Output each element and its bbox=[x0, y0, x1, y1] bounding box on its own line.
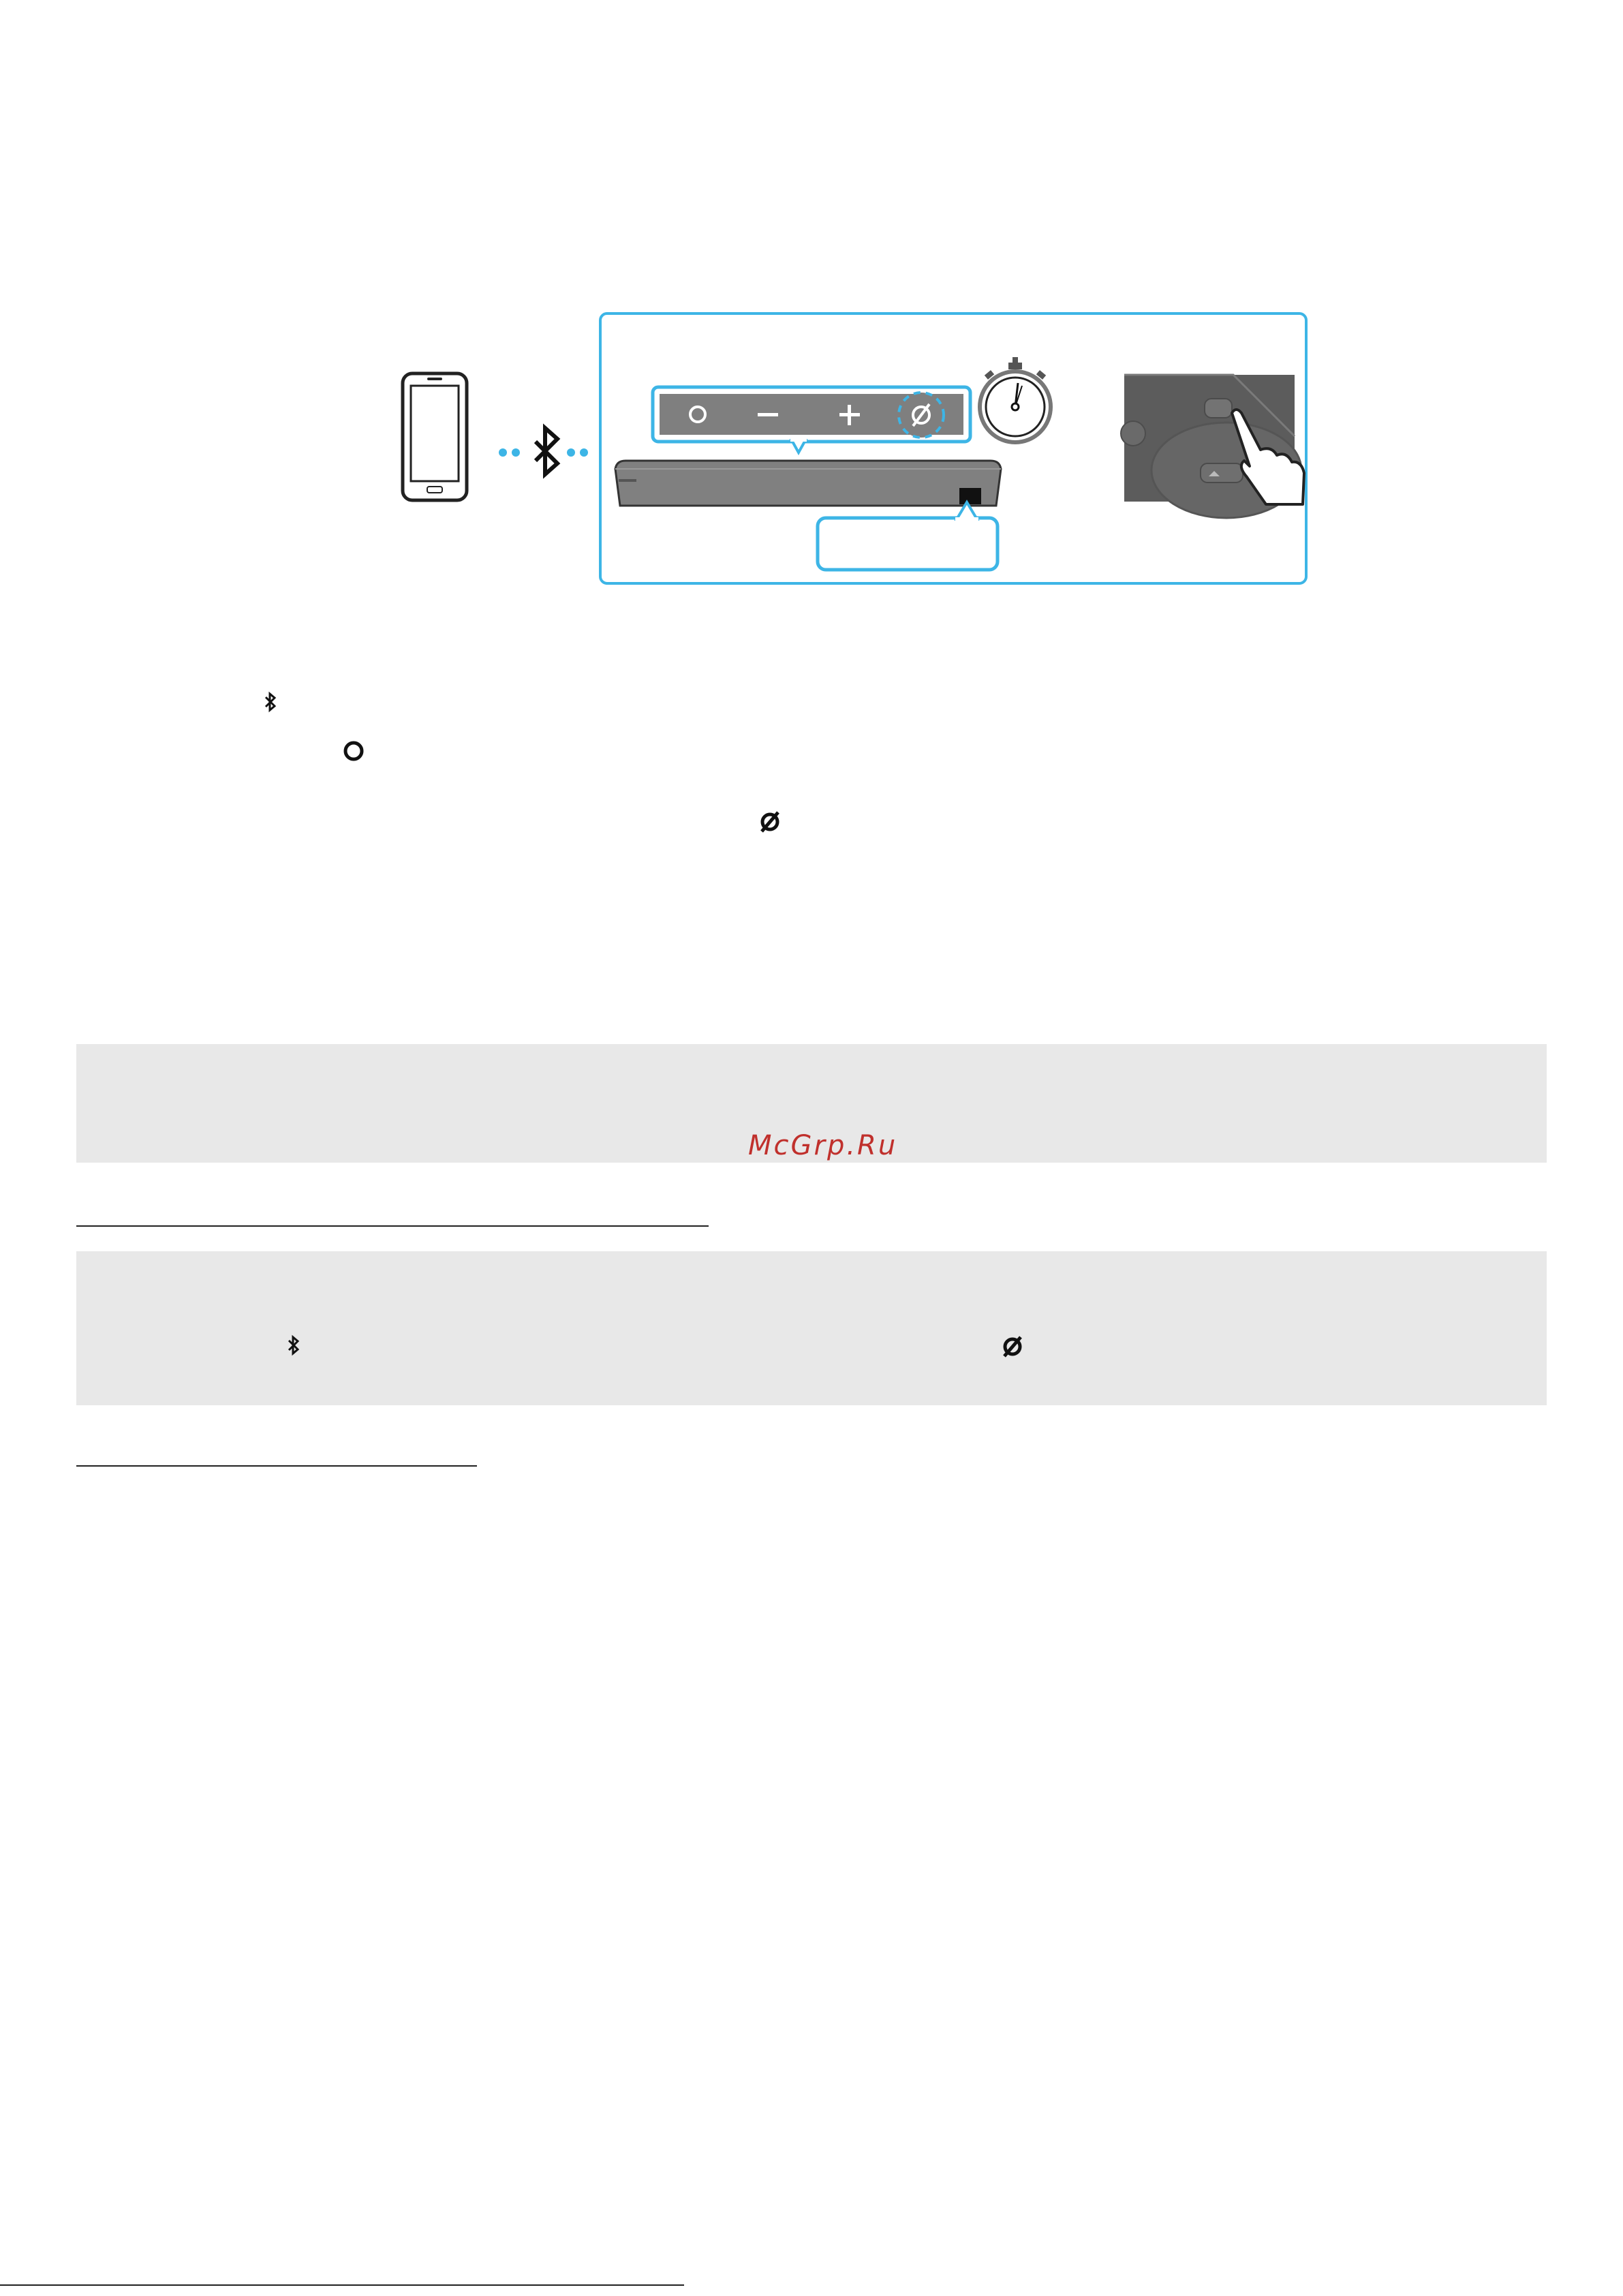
control-panel bbox=[653, 387, 970, 453]
timer-icon bbox=[980, 357, 1051, 442]
mic-off-icon bbox=[1000, 1334, 1025, 1359]
bluetooth-icon bbox=[536, 428, 557, 474]
soundbar-pairing-illustration bbox=[0, 0, 1623, 613]
footer-rule bbox=[0, 2284, 684, 2286]
section-underline-1 bbox=[76, 1225, 709, 1227]
bluetooth-icon bbox=[264, 691, 277, 713]
bluetooth-connection bbox=[499, 428, 588, 474]
power-icon bbox=[342, 739, 365, 763]
bluetooth-icon bbox=[288, 1334, 300, 1356]
smartphone-icon bbox=[403, 373, 467, 500]
watermark: McGrp.Ru bbox=[748, 1130, 898, 1161]
section-underline-2 bbox=[76, 1465, 477, 1467]
note-box-2 bbox=[76, 1251, 1547, 1405]
rear-callout bbox=[818, 502, 998, 570]
mic-off-icon bbox=[758, 810, 782, 834]
volume-down-icon bbox=[758, 413, 778, 416]
soundbar bbox=[615, 461, 1001, 506]
